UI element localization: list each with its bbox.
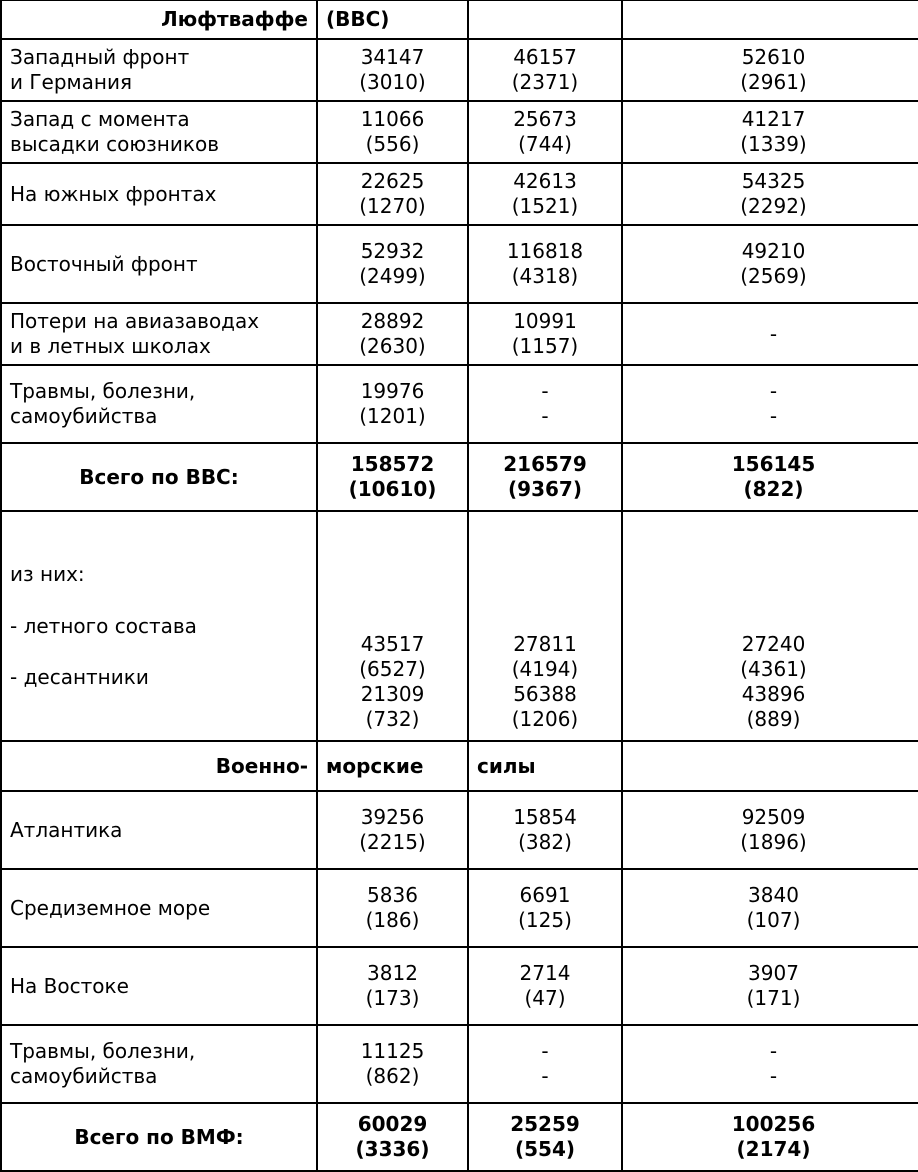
- cell-value: 49210 (2569): [622, 225, 918, 303]
- table-row: [1, 101, 918, 163]
- cell-value: 34147 (3010): [317, 39, 468, 101]
- air-total-row: [1, 443, 918, 511]
- cell-value: 2714 (47): [468, 947, 622, 1025]
- navy-total-value: 25259 (554): [468, 1103, 622, 1171]
- row-label: Травмы, болезни, самоубийства: [1, 1025, 317, 1103]
- cell-value: 42613 (1521): [468, 163, 622, 225]
- row-label: На Востоке: [1, 947, 317, 1025]
- cell-value: 22625 (1270): [317, 163, 468, 225]
- cell-value: 52610 (2961): [622, 39, 918, 101]
- table-row: [1, 1025, 918, 1103]
- header-row: [1, 0, 918, 39]
- header-empty-3: [468, 0, 622, 39]
- row-label: Западный фронт и Германия: [1, 39, 317, 101]
- header-luftwaffe: Люфтваффе: [1, 0, 317, 39]
- navy-header-row: [1, 741, 918, 791]
- paratroopers-label: - десантники: [10, 665, 149, 689]
- cell-value: 19976 (1201): [317, 365, 468, 443]
- cell-value: 3812 (173): [317, 947, 468, 1025]
- navy-header-empty: [622, 741, 918, 791]
- table-row: [1, 163, 918, 225]
- row-label: Восточный фронт: [1, 225, 317, 303]
- air-total-label: Всего по ВВС:: [1, 443, 317, 511]
- navy-header-part2: морские: [317, 741, 468, 791]
- cell-value: 11125 (862): [317, 1025, 468, 1103]
- breakdown-value: 27240 (4361) 43896 (889): [622, 511, 918, 741]
- table-row: [1, 869, 918, 947]
- cell-value: 3907 (171): [622, 947, 918, 1025]
- breakdown-labels: [1, 511, 317, 741]
- row-label: Средиземное море: [1, 869, 317, 947]
- cell-value: 41217 (1339): [622, 101, 918, 163]
- cell-value: 52932 (2499): [317, 225, 468, 303]
- air-total-value: 158572 (10610): [317, 443, 468, 511]
- table-row: [1, 947, 918, 1025]
- cell-value: 54325 (2292): [622, 163, 918, 225]
- row-label: Травмы, болезни, самоубийства: [1, 365, 317, 443]
- cell-value: 28892 (2630): [317, 303, 468, 365]
- navy-total-value: 100256 (2174): [622, 1103, 918, 1171]
- cell-value: -: [622, 303, 918, 365]
- flight-crew-label: - летного состава: [10, 613, 197, 638]
- row-label: Запад с момента высадки союзников: [1, 101, 317, 163]
- cell-value: 11066 (556): [317, 101, 468, 163]
- of-them-label: из них:: [10, 562, 85, 586]
- row-label: Атлантика: [1, 791, 317, 869]
- navy-header-part3: силы: [468, 741, 622, 791]
- table-row: [1, 225, 918, 303]
- table-row: [1, 365, 918, 443]
- cell-value: 25673 (744): [468, 101, 622, 163]
- navy-header-part1: Военно-: [1, 741, 317, 791]
- cell-value: 3840 (107): [622, 869, 918, 947]
- cell-value: 6691 (125): [468, 869, 622, 947]
- cell-value: 10991 (1157): [468, 303, 622, 365]
- cell-value: - -: [622, 1025, 918, 1103]
- header-vvs: (ВВС): [317, 0, 468, 39]
- row-label: Потери на авиазаводах и в летных школах: [1, 303, 317, 365]
- navy-total-row: [1, 1103, 918, 1171]
- row-label: На южных фронтах: [1, 163, 317, 225]
- table-row: [1, 791, 918, 869]
- table-row: [1, 39, 918, 101]
- cell-value: 39256 (2215): [317, 791, 468, 869]
- table-row: [1, 303, 918, 365]
- header-empty-4: [622, 0, 918, 39]
- cell-value: 15854 (382): [468, 791, 622, 869]
- breakdown-value: 43517 (6527) 21309 (732): [317, 511, 468, 741]
- breakdown-row: [1, 511, 918, 741]
- breakdown-value: 27811 (4194) 56388 (1206): [468, 511, 622, 741]
- cell-value: - -: [622, 365, 918, 443]
- cell-value: 92509 (1896): [622, 791, 918, 869]
- air-total-value: 216579 (9367): [468, 443, 622, 511]
- cell-value: 116818 (4318): [468, 225, 622, 303]
- cell-value: - -: [468, 365, 622, 443]
- navy-total-label: Всего по ВМФ:: [1, 1103, 317, 1171]
- air-total-value: 156145 (822): [622, 443, 918, 511]
- cell-value: 5836 (186): [317, 869, 468, 947]
- navy-total-value: 60029 (3336): [317, 1103, 468, 1171]
- cell-value: - -: [468, 1025, 622, 1103]
- cell-value: 46157 (2371): [468, 39, 622, 101]
